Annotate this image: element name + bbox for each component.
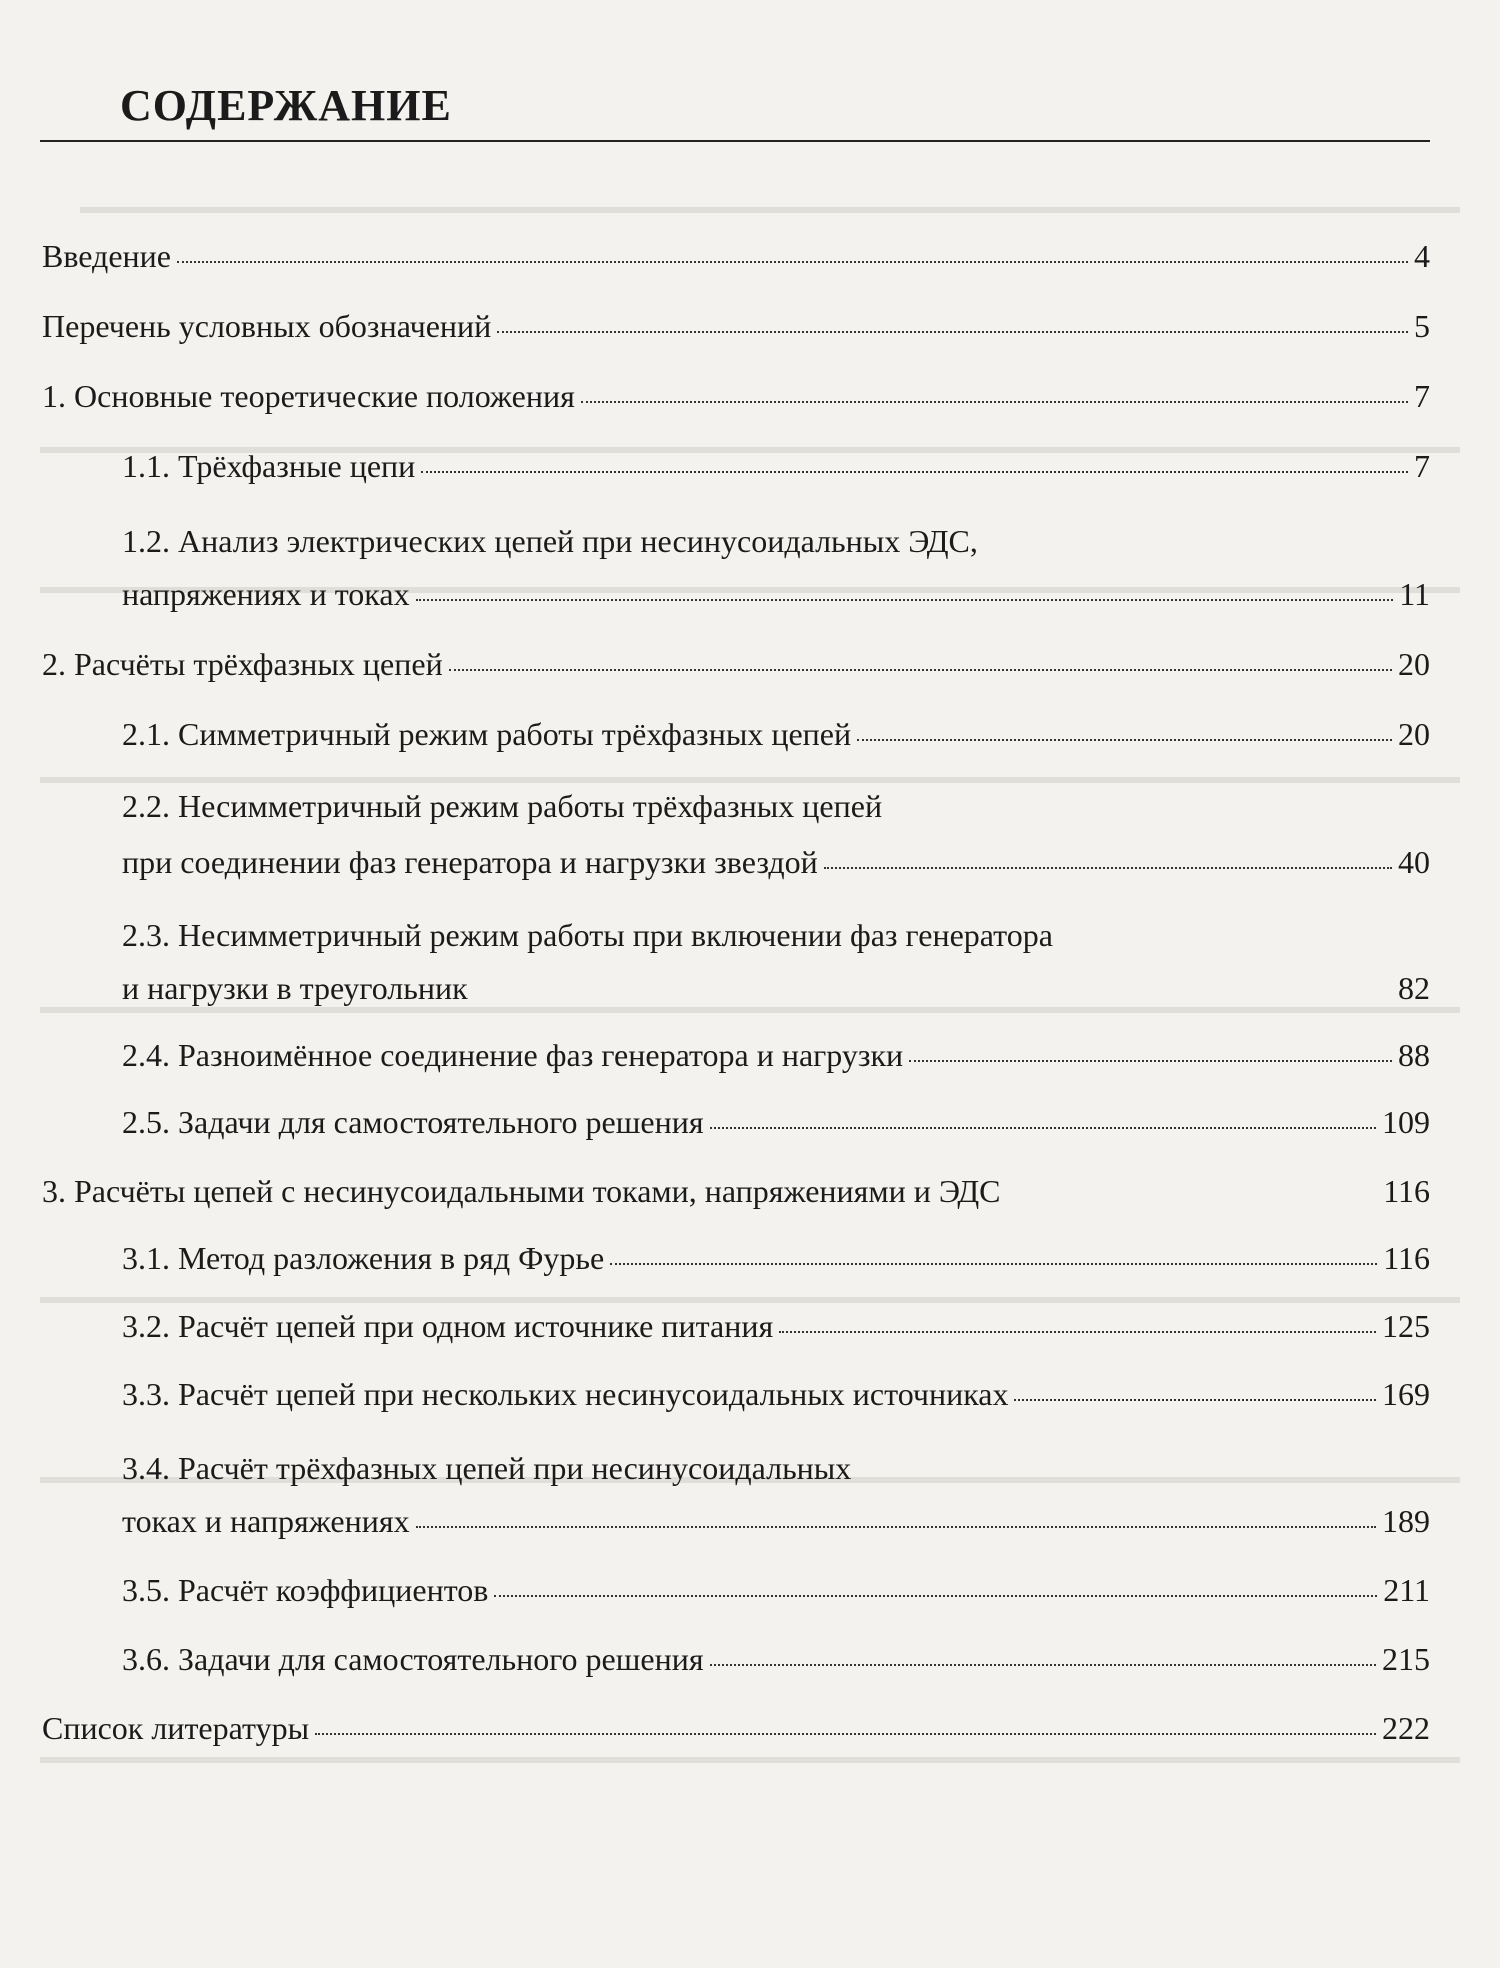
toc-entry[interactable] — [42, 240, 1430, 272]
dot-leader — [497, 331, 1408, 333]
toc-entry-page: 11 — [1399, 576, 1430, 612]
toc-entry[interactable] — [42, 1712, 1430, 1744]
toc-entry-page: 5 — [1414, 308, 1430, 344]
toc-entry-label: Введение — [42, 238, 171, 274]
dot-leader — [421, 471, 1408, 473]
toc-entry-page: 7 — [1414, 378, 1430, 414]
dot-leader — [416, 1526, 1376, 1528]
toc-entry[interactable] — [122, 1378, 1430, 1410]
title-divider — [40, 140, 1430, 142]
dot-leader — [416, 599, 1394, 601]
toc-entry-page: 82 — [1398, 970, 1430, 1006]
dot-leader — [177, 261, 1408, 263]
toc-entry-label: 3.1. Метод разложения в ряд Фурье — [122, 1240, 605, 1276]
dot-leader — [909, 1060, 1392, 1062]
dot-leader — [710, 1127, 1376, 1129]
page-title: СОДЕРЖАНИЕ — [120, 81, 452, 130]
toc-entry-label: 2.1. Симметричный режим работы трёхфазных цепей — [122, 716, 852, 752]
toc-entry-label: 2.4. Разноимённое соединение фаз генератора и нагрузки — [122, 1037, 904, 1073]
toc-entry-label: и нагрузки в треугольник — [122, 970, 468, 1006]
toc-entry-label: Перечень условных обозначений — [42, 308, 492, 344]
dot-leader — [581, 401, 1408, 403]
toc-entry-label: 3.3. Расчёт цепей при нескольких несинусоидальных источниках — [122, 1376, 1009, 1412]
toc-entry-label: 3. Расчёты цепей с несинусоидальными токами, напряжениями и ЭДС — [42, 1173, 1001, 1209]
toc-entry-page: 88 — [1398, 1037, 1430, 1073]
dot-leader — [610, 1263, 1377, 1265]
toc-entry-page: 189 — [1382, 1503, 1430, 1539]
toc-entry-label: при соединении фаз генератора и нагрузки звездой — [122, 844, 818, 880]
toc-entry-label: 2. Расчёты трёхфазных цепей — [42, 646, 443, 682]
toc-entry[interactable] — [122, 972, 1430, 1004]
toc-entry-first-line[interactable]: 2.3. Несимметричный режим работы при включении фаз генератора — [122, 917, 1053, 953]
dot-leader — [1014, 1399, 1376, 1401]
toc-entry-label: Список литературы — [42, 1710, 310, 1746]
toc-entry-first-line[interactable]: 3.4. Расчёт трёхфазных цепей при несинусоидальных — [122, 1450, 852, 1486]
toc-entry-label: 2.5. Задачи для самостоятельного решения — [122, 1104, 704, 1140]
dot-leader — [857, 739, 1392, 741]
toc-entry-label: 3.5. Расчёт коэффициентов — [122, 1572, 489, 1608]
toc-entry[interactable] — [42, 648, 1430, 680]
toc-entry[interactable] — [42, 310, 1430, 342]
toc-entry-page: 116 — [1383, 1173, 1430, 1209]
toc-entry-page: 125 — [1382, 1308, 1430, 1344]
toc-entry-page: 116 — [1383, 1240, 1430, 1276]
toc-entry-label: токах и напряжениях — [122, 1503, 410, 1539]
toc-entry-page: 169 — [1382, 1376, 1430, 1412]
toc-entry-label: 3.2. Расчёт цепей при одном источнике питания — [122, 1308, 774, 1344]
toc-entry[interactable] — [122, 450, 1430, 482]
toc-entry-page: 211 — [1383, 1572, 1430, 1608]
dot-leader — [315, 1733, 1376, 1735]
toc-entry-page: 4 — [1414, 238, 1430, 274]
toc-entry[interactable] — [122, 1643, 1430, 1675]
toc-entry-page: 222 — [1382, 1710, 1430, 1746]
dot-leader — [824, 867, 1392, 869]
toc-entry[interactable] — [122, 1242, 1430, 1274]
toc-entry-page: 20 — [1398, 716, 1430, 752]
toc-entry-first-line[interactable]: 2.2. Несимметричный режим работы трёхфазных цепей — [122, 788, 883, 824]
toc-entry[interactable] — [122, 1574, 1430, 1606]
toc-entry[interactable] — [122, 578, 1430, 610]
toc-entry[interactable] — [122, 1505, 1430, 1537]
dot-leader — [779, 1331, 1376, 1333]
toc-entry-label: 1. Основные теоретические положения — [42, 378, 575, 414]
toc-entry[interactable] — [122, 1039, 1430, 1071]
toc-entry[interactable] — [42, 380, 1430, 412]
toc-entry[interactable] — [122, 1106, 1430, 1138]
dot-leader — [449, 669, 1392, 671]
toc-entry-label: 1.1. Трёхфазные цепи — [122, 448, 416, 484]
toc-entry-page: 215 — [1382, 1641, 1430, 1677]
toc-entry-label: 3.6. Задачи для самостоятельного решения — [122, 1641, 704, 1677]
toc-entry[interactable] — [122, 846, 1430, 878]
toc-entry-first-line[interactable]: 1.2. Анализ электрических цепей при несинусоидальных ЭДС, — [122, 523, 978, 559]
toc-entry[interactable] — [42, 1175, 1430, 1207]
toc-entry-page: 109 — [1382, 1104, 1430, 1140]
dot-leader — [710, 1664, 1376, 1666]
toc-entry-page: 20 — [1398, 646, 1430, 682]
toc-entry-page: 40 — [1398, 844, 1430, 880]
toc-entry[interactable] — [122, 1310, 1430, 1342]
toc-entry-label: напряжениях и токах — [122, 576, 410, 612]
dot-leader — [494, 1595, 1377, 1597]
toc-entry-page: 7 — [1414, 448, 1430, 484]
toc-entry[interactable] — [122, 718, 1430, 750]
